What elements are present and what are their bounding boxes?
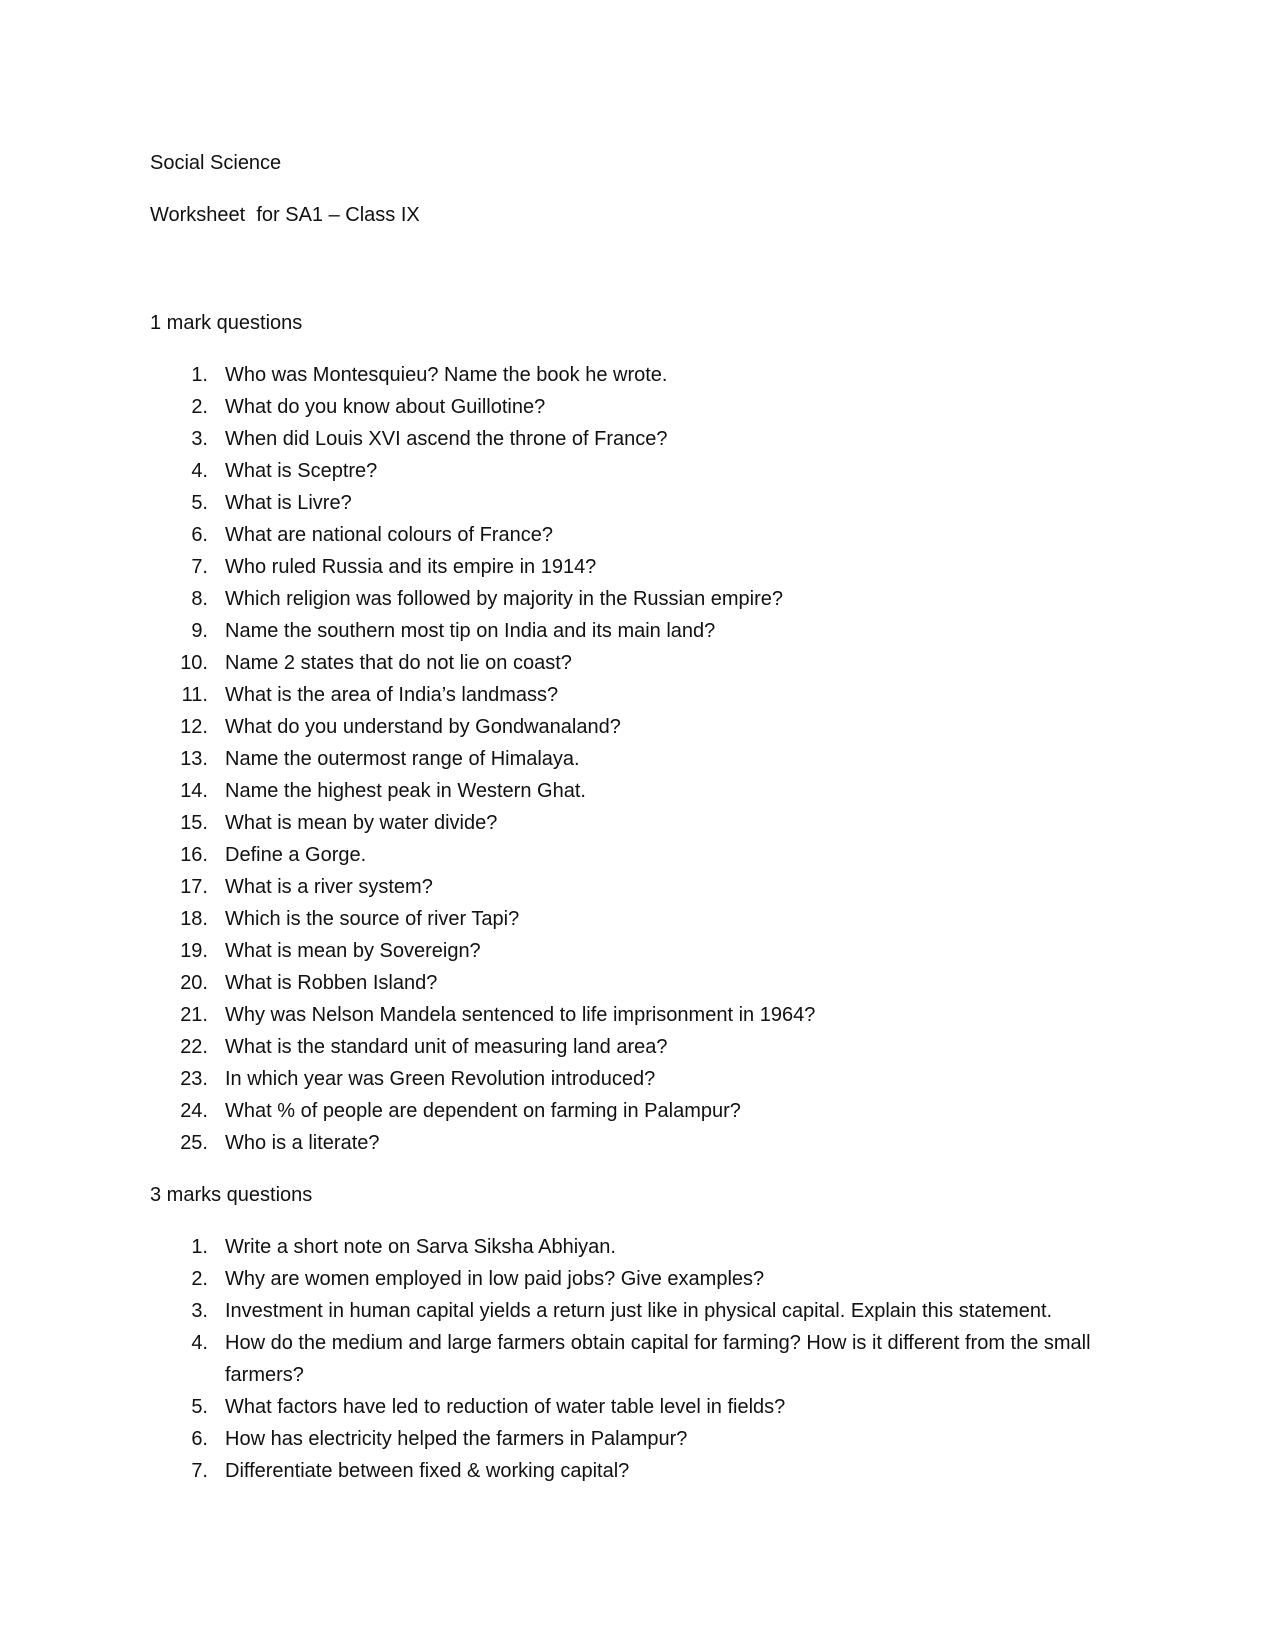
question-text: What is mean by water divide? [225, 812, 498, 834]
question-number: 1. [191, 1236, 208, 1258]
question-number: 16. [180, 844, 208, 866]
question-text: What % of people are dependent on farming in Palampur? [225, 1100, 741, 1122]
question-number: 20. [180, 972, 208, 994]
question-item [150, 871, 1150, 903]
question-text: What do you know about Guillotine? [225, 396, 546, 418]
question-item [150, 711, 1150, 743]
question-item [150, 775, 1150, 807]
question-text: What is mean by Sovereign? [225, 940, 481, 962]
worksheet-title: Worksheet for SA1 – Class IX [150, 204, 420, 226]
question-item [150, 583, 1150, 615]
question-text: In which year was Green Revolution introduced? [225, 1068, 656, 1090]
question-item [150, 1031, 1150, 1063]
question-item [150, 1127, 1150, 1159]
question-text: How do the medium and large farmers obtain capital for farming? How is it different from the small farmers? [225, 1332, 1091, 1386]
question-text: Who was Montesquieu? Name the book he wrote. [225, 364, 668, 386]
question-text: Which religion was followed by majority in the Russian empire? [225, 588, 784, 610]
question-item [150, 1231, 1150, 1263]
question-number: 14. [180, 780, 208, 802]
question-number: 6. [191, 1428, 208, 1450]
one-mark-question-list [150, 359, 1150, 1159]
question-number: 11. [181, 684, 208, 706]
question-number: 4. [191, 460, 208, 482]
question-text: What is the standard unit of measuring land area? [225, 1036, 668, 1058]
question-text: What is a river system? [225, 876, 433, 898]
question-text: What is the area of India’s landmass? [225, 684, 559, 706]
question-number: 9. [191, 620, 208, 642]
question-number: 12. [180, 716, 208, 738]
question-item [150, 1455, 1150, 1487]
question-text: Define a Gorge. [225, 844, 367, 866]
question-item [150, 1327, 1150, 1391]
question-text: What factors have led to reduction of water table level in fields? [225, 1396, 786, 1418]
question-item [150, 455, 1150, 487]
question-text: What do you understand by Gondwanaland? [225, 716, 621, 738]
question-text: Which is the source of river Tapi? [225, 908, 520, 930]
question-item [150, 935, 1150, 967]
question-number: 13. [180, 748, 208, 770]
document-content [150, 147, 1150, 1507]
question-number: 7. [191, 556, 208, 578]
question-item [150, 423, 1150, 455]
question-number: 25. [180, 1132, 208, 1154]
question-text: Name the outermost range of Himalaya. [225, 748, 580, 770]
question-number: 5. [191, 492, 208, 514]
question-item [150, 903, 1150, 935]
question-text: Why was Nelson Mandela sentenced to life imprisonment in 1964? [225, 1004, 816, 1026]
question-number: 24. [180, 1100, 208, 1122]
question-text: Write a short note on Sarva Siksha Abhiyan. [225, 1236, 616, 1258]
question-number: 5. [191, 1396, 208, 1418]
question-item [150, 679, 1150, 711]
question-item [150, 647, 1150, 679]
question-number: 8. [191, 588, 208, 610]
question-text: Name the highest peak in Western Ghat. [225, 780, 586, 802]
question-text: Investment in human capital yields a return just like in physical capital. Explain this statement. [225, 1300, 1053, 1322]
question-number: 7. [191, 1460, 208, 1482]
question-item [150, 519, 1150, 551]
question-number: 10. [180, 652, 208, 674]
section-heading-1-mark: 1 mark questions [150, 312, 303, 334]
question-item [150, 1095, 1150, 1127]
question-item [150, 1063, 1150, 1095]
three-mark-question-list [150, 1231, 1150, 1487]
question-number: 17. [180, 876, 208, 898]
question-number: 6. [191, 524, 208, 546]
question-number: 1. [191, 364, 208, 386]
question-number: 15. [180, 812, 208, 834]
question-item [150, 839, 1150, 871]
question-number: 2. [191, 1268, 208, 1290]
question-item [150, 359, 1150, 391]
question-text: Differentiate between fixed & working capital? [225, 1460, 630, 1482]
question-text: Why are women employed in low paid jobs? Give examples? [225, 1268, 765, 1290]
question-number: 21. [180, 1004, 208, 1026]
question-number: 18. [180, 908, 208, 930]
question-item [150, 999, 1150, 1031]
question-item [150, 1423, 1150, 1455]
question-number: 19. [180, 940, 208, 962]
question-item [150, 487, 1150, 519]
question-item [150, 807, 1150, 839]
question-text: What are national colours of France? [225, 524, 553, 546]
question-text: What is Sceptre? [225, 460, 378, 482]
question-number: 23. [180, 1068, 208, 1090]
question-number: 3. [191, 1300, 208, 1322]
question-item [150, 1391, 1150, 1423]
question-text: Who ruled Russia and its empire in 1914? [225, 556, 597, 578]
question-text: When did Louis XVI ascend the throne of France? [225, 428, 668, 450]
question-item [150, 1263, 1150, 1295]
question-number: 3. [191, 428, 208, 450]
question-text: What is Livre? [225, 492, 352, 514]
question-text: What is Robben Island? [225, 972, 438, 994]
subject-heading: Social Science [150, 152, 282, 174]
section-heading-3-marks: 3 marks questions [150, 1184, 313, 1206]
question-number: 22. [180, 1036, 208, 1058]
question-item [150, 1295, 1150, 1327]
question-text: How has electricity helped the farmers in Palampur? [225, 1428, 688, 1450]
question-item [150, 615, 1150, 647]
question-item [150, 743, 1150, 775]
question-text: Name 2 states that do not lie on coast? [225, 652, 572, 674]
question-number: 2. [191, 396, 208, 418]
question-text: Name the southern most tip on India and its main land? [225, 620, 716, 642]
question-item [150, 391, 1150, 423]
question-item [150, 967, 1150, 999]
question-text: Who is a literate? [225, 1132, 380, 1154]
question-item [150, 551, 1150, 583]
question-number: 4. [191, 1332, 208, 1354]
